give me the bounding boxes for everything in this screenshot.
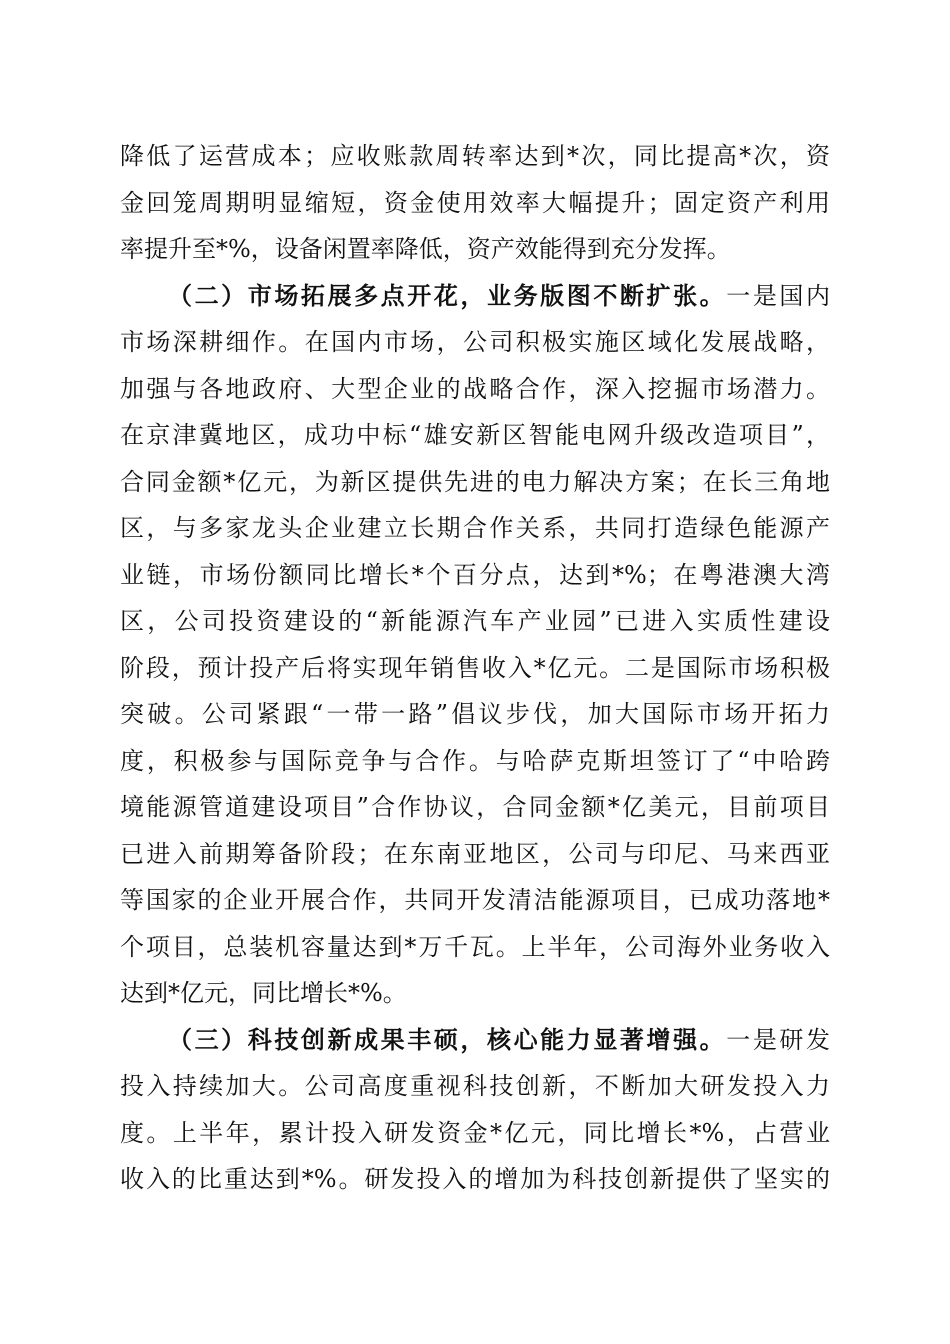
text-line: 个项目，总装机容量达到*万千瓦。上半年，公司海外业务收入 (120, 933, 830, 961)
text-line: 金回笼周期明显缩短，资金使用效率大幅提升；固定资产利用 (120, 189, 830, 217)
text-line: 收入的比重达到*%。研发投入的增加为科技创新提供了坚实的 (120, 1165, 830, 1193)
section-2-lead: 一是国内 (726, 282, 830, 310)
text-line: 业链，市场份额同比增长*个百分点，达到*%；在粤港澳大湾 (120, 561, 830, 589)
text-line: 等国家的企业开展合作，共同开发清洁能源项目，已成功落地* (120, 886, 830, 914)
section-2-heading: （二）市场拓展多点开花，业务版图不断扩张。 (168, 281, 727, 310)
text-line: 度。上半年，累计投入研发资金*亿元，同比增长*%，占营业 (120, 1119, 830, 1147)
text-line: 突破。公司紧跟“一带一路”倡议步伐，加大国际市场开拓力 (120, 700, 830, 728)
text-line: 合同金额*亿元，为新区提供先进的电力解决方案；在长三角地 (120, 468, 830, 496)
text-line: 境能源管道建设项目”合作协议，合同金额*亿美元，目前项目 (120, 793, 830, 821)
text-line: 在京津冀地区，成功中标“雄安新区智能电网升级改造项目”， (120, 421, 830, 449)
text-line: 率提升至*%，设备闲置率降低，资产效能得到充分发挥。 (120, 235, 731, 263)
text-line: 度，积极参与国际竞争与合作。与哈萨克斯坦签订了“中哈跨 (120, 747, 830, 775)
text-line: 投入持续加大。公司高度重视科技创新，不断加大研发投入力 (120, 1072, 830, 1100)
text-line: 已进入前期筹备阶段；在东南亚地区，公司与印尼、马来西亚 (120, 840, 830, 868)
section-3-heading: （三）科技创新成果丰硕，核心能力显著增强。 (168, 1025, 727, 1054)
section-3-line-1 (168, 1023, 830, 1057)
section-3-lead: 一是研发 (726, 1026, 830, 1054)
section-2-line-1 (168, 279, 830, 313)
text-line: 降低了运营成本；应收账款周转率达到*次，同比提高*次，资 (120, 142, 830, 170)
text-line: 阶段，预计投产后将实现年销售收入*亿元。二是国际市场积极 (120, 654, 830, 682)
text-line: 加强与各地政府、大型企业的战略合作，深入挖掘市场潜力。 (120, 375, 830, 403)
text-line: 市场深耕细作。在国内市场，公司积极实施区域化发展战略， (120, 328, 830, 356)
text-line: 区，公司投资建设的“新能源汽车产业园”已进入实质性建设 (120, 607, 830, 635)
text-line: 达到*亿元，同比增长*%。 (120, 979, 407, 1007)
text-line: 区，与多家龙头企业建立长期合作关系，共同打造绿色能源产 (120, 514, 830, 542)
